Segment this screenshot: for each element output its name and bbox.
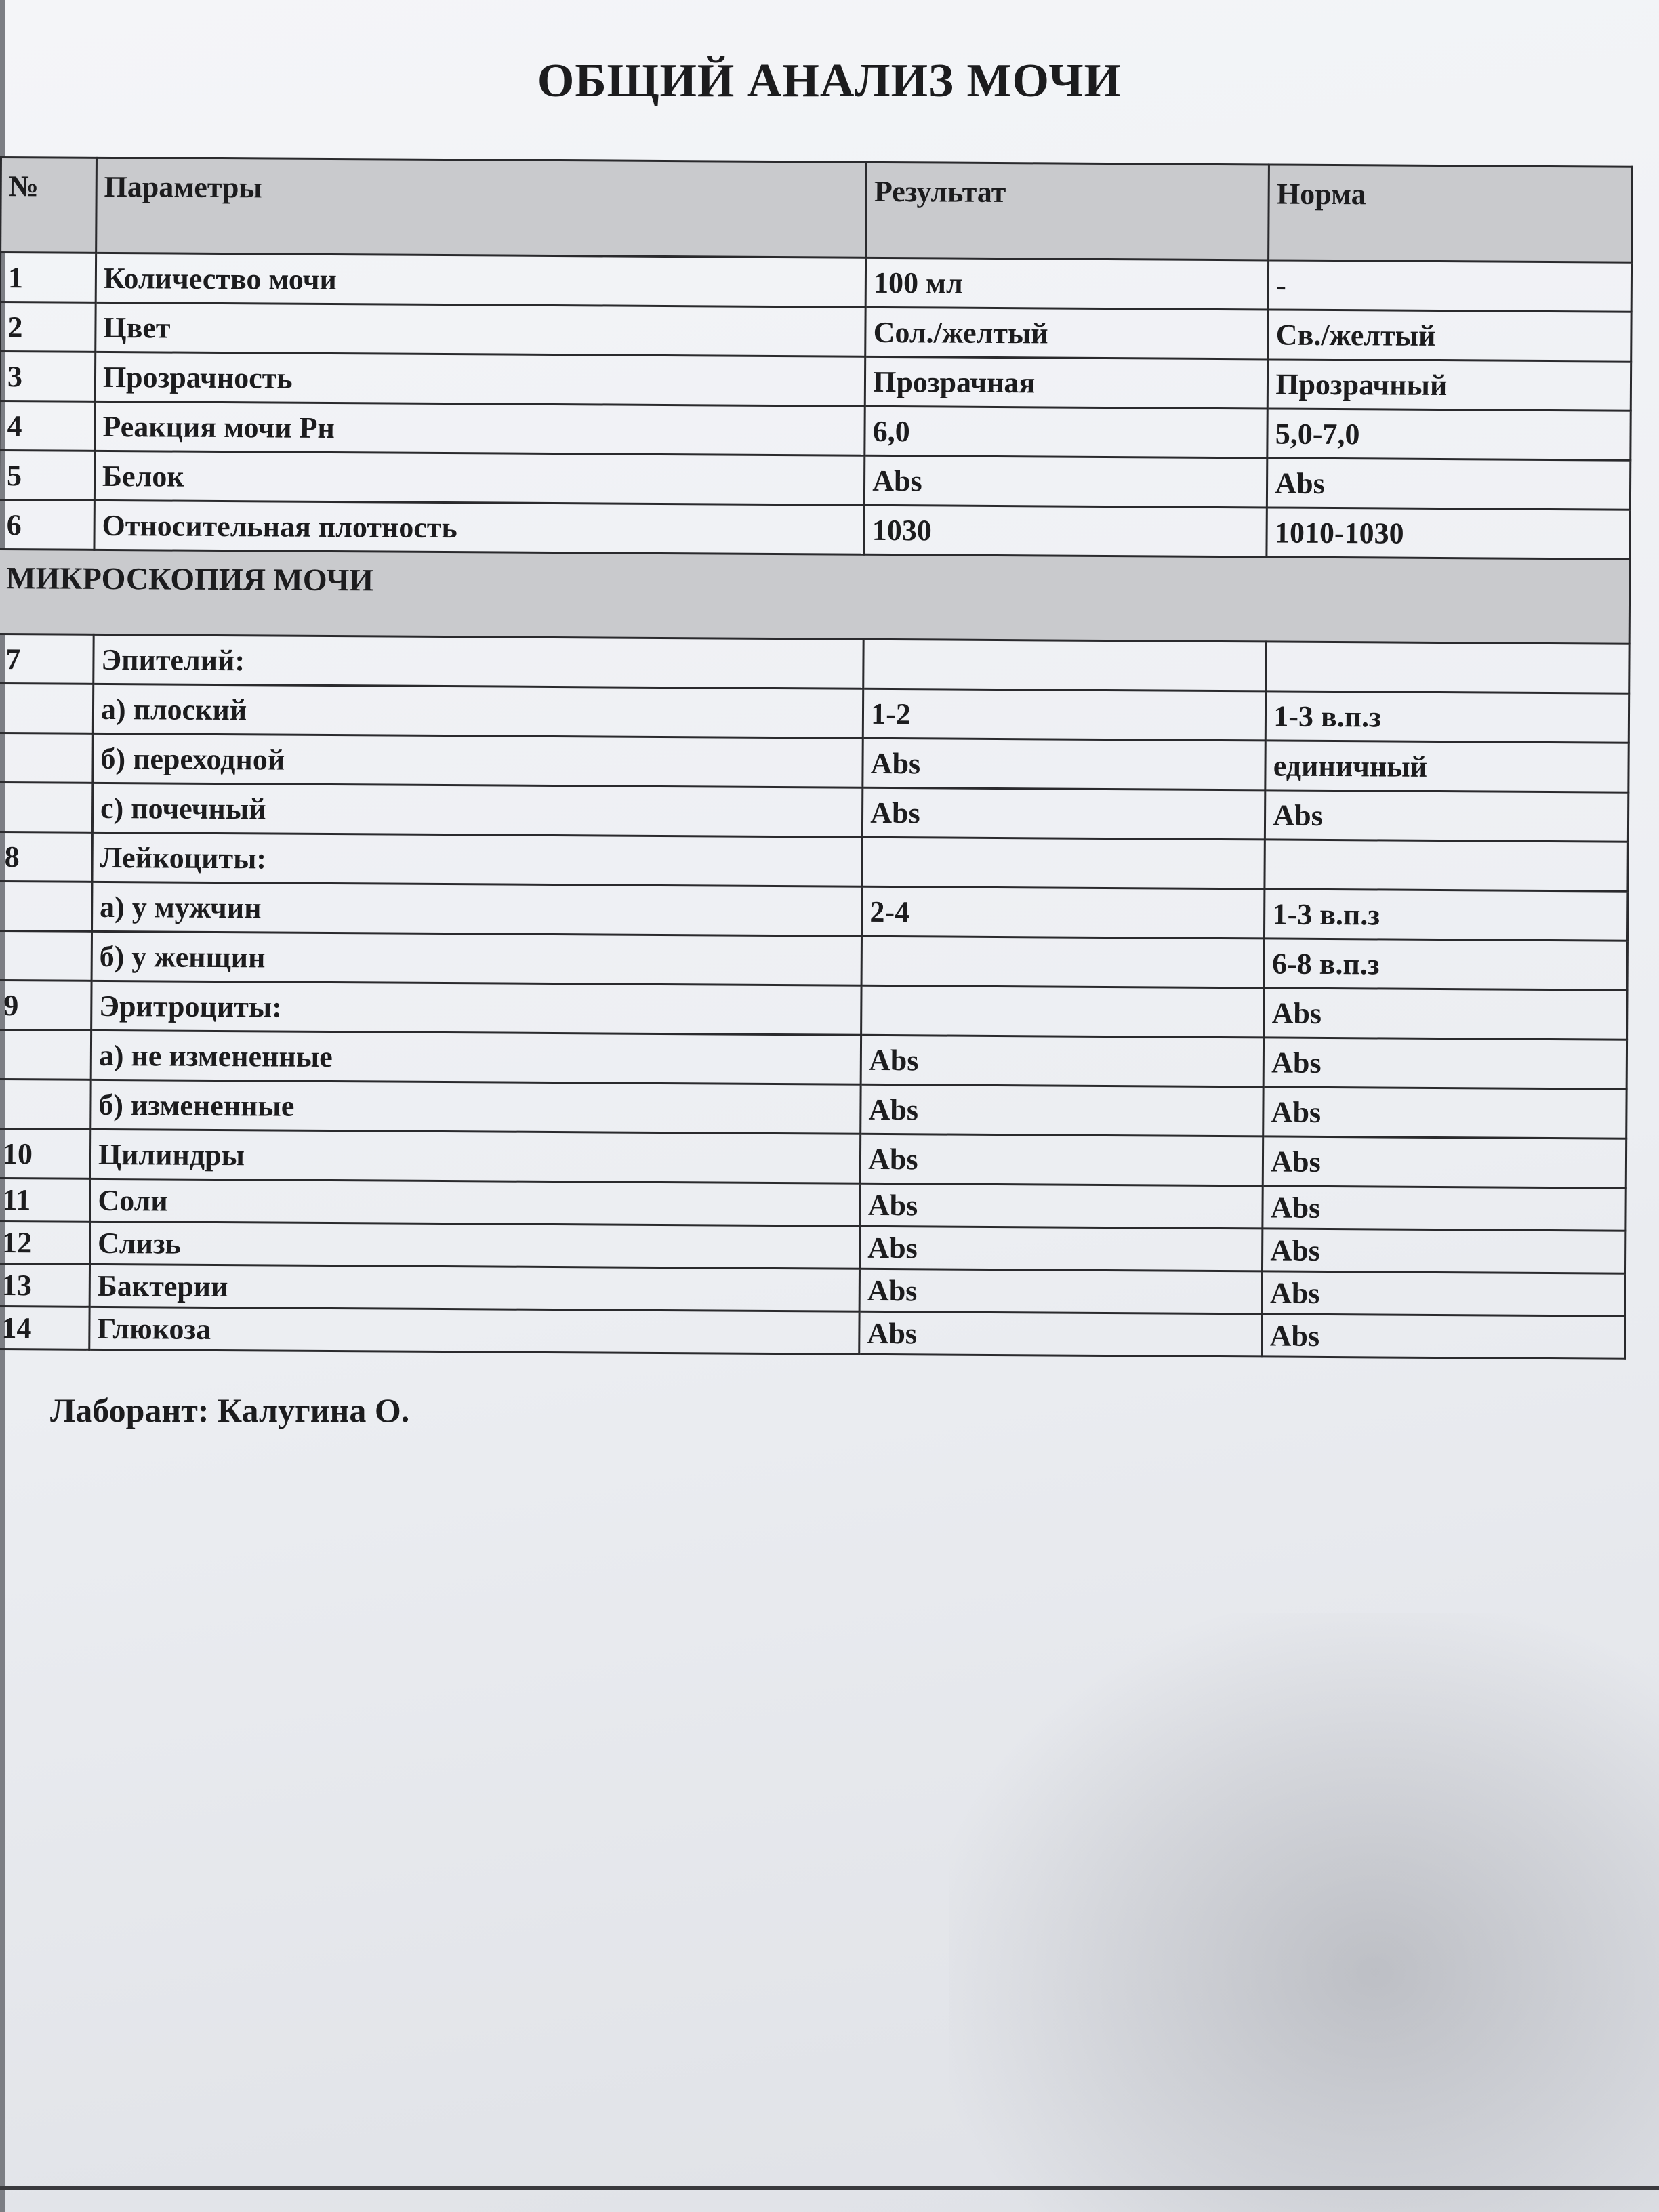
row-norm: единичный <box>1265 741 1629 792</box>
row-number <box>0 782 93 832</box>
row-result <box>861 936 1265 988</box>
row-number: 5 <box>0 451 95 501</box>
row-result: Abs <box>865 455 1268 508</box>
row-result: 2-4 <box>862 886 1265 939</box>
row-result: Abs <box>861 1084 1264 1136</box>
row-norm: 1-3 в.п.з <box>1265 889 1628 941</box>
header-num: № <box>1 157 97 253</box>
bottom-rule <box>0 2186 1659 2190</box>
header-parameters: Параметры <box>96 157 867 258</box>
row-number: 3 <box>0 352 96 402</box>
row-parameter: Эритроциты: <box>91 981 862 1035</box>
row-result <box>861 985 1265 1038</box>
table-header-row <box>1 157 1633 263</box>
row-parameter: а) у мужчин <box>91 882 862 936</box>
urinalysis-table <box>0 156 1633 1360</box>
row-number <box>0 930 91 981</box>
row-parameter: Цилиндры <box>90 1129 861 1183</box>
row-parameter: Лейкоциты: <box>92 832 863 886</box>
row-norm: - <box>1268 260 1631 312</box>
row-norm: Abs <box>1264 988 1627 1040</box>
row-parameter: с) почечный <box>92 783 863 837</box>
row-norm: Abs <box>1265 790 1629 842</box>
row-norm: 5,0-7,0 <box>1267 409 1631 460</box>
row-parameter: Бактерии <box>89 1264 860 1311</box>
row-parameter: Прозрачность <box>95 352 865 406</box>
row-norm: 6-8 в.п.з <box>1264 939 1627 990</box>
row-number: 11 <box>0 1178 90 1221</box>
row-number: 9 <box>0 980 91 1030</box>
header-norm: Норма <box>1269 165 1633 262</box>
row-parameter: Эпителий: <box>94 634 864 689</box>
row-number: 14 <box>0 1306 89 1349</box>
row-parameter: а) плоский <box>93 684 863 738</box>
row-norm <box>1265 840 1628 891</box>
row-number: 8 <box>0 832 92 882</box>
section-row <box>0 549 1630 644</box>
row-number: 6 <box>0 499 94 550</box>
row-result: Abs <box>859 1269 1262 1314</box>
table-row <box>0 1306 1625 1359</box>
row-result: Abs <box>860 1226 1263 1271</box>
row-norm <box>1266 642 1629 693</box>
row-result: 1030 <box>864 505 1267 557</box>
laborant-signature-line: Лаборант: Калугина О. <box>50 1391 410 1429</box>
row-result: Прозрачная <box>865 356 1268 409</box>
row-parameter: а) не измененные <box>91 1030 861 1084</box>
row-parameter: Цвет <box>96 302 866 356</box>
row-result <box>863 639 1267 691</box>
row-norm: Abs <box>1262 1314 1625 1359</box>
row-number: 12 <box>0 1221 90 1264</box>
row-number <box>0 683 94 733</box>
row-parameter: б) у женщин <box>91 931 862 985</box>
row-norm: Abs <box>1262 1271 1625 1316</box>
row-norm: Abs <box>1263 1186 1626 1231</box>
row-parameter: Глюкоза <box>89 1307 860 1354</box>
row-number: 10 <box>0 1128 91 1179</box>
row-number <box>0 733 93 783</box>
row-norm: 1010-1030 <box>1267 508 1630 559</box>
header-result: Результат <box>866 162 1269 260</box>
row-parameter: Соли <box>90 1179 861 1226</box>
row-norm: Abs <box>1263 1087 1626 1139</box>
row-parameter: Слизь <box>89 1221 860 1269</box>
row-norm: Abs <box>1263 1136 1626 1188</box>
row-norm: 1-3 в.п.з <box>1266 691 1629 743</box>
page-title: ОБЩИЙ АНАЛИЗ МОЧИ <box>537 55 1122 107</box>
row-norm: Abs <box>1267 458 1631 510</box>
row-result: Abs <box>860 1183 1263 1229</box>
row-number <box>0 1029 91 1080</box>
row-norm: Abs <box>1263 1038 1626 1089</box>
row-parameter: б) измененные <box>91 1080 861 1134</box>
row-parameter: Относительная плотность <box>94 500 865 554</box>
row-result: Abs <box>860 1134 1263 1186</box>
row-norm: Св./желтый <box>1268 310 1631 361</box>
row-number: 1 <box>0 253 96 303</box>
row-parameter: Количество мочи <box>96 253 866 307</box>
row-result: 1-2 <box>863 689 1266 741</box>
row-number: 7 <box>0 634 94 684</box>
row-number: 13 <box>0 1263 89 1307</box>
row-result: 6,0 <box>865 406 1268 458</box>
row-result: Abs <box>859 1311 1262 1357</box>
row-result <box>862 837 1265 889</box>
row-result: Сол./желтый <box>865 307 1269 359</box>
hand-shadow <box>949 1613 1659 2212</box>
row-number <box>0 1079 91 1129</box>
row-parameter: б) переходной <box>93 733 863 787</box>
row-result: 100 мл <box>865 258 1269 310</box>
row-number: 2 <box>0 302 96 352</box>
row-number <box>0 881 92 931</box>
row-result: Abs <box>863 787 1266 840</box>
row-result: Abs <box>863 738 1266 790</box>
row-parameter: Белок <box>94 451 865 505</box>
row-parameter: Реакция мочи Рн <box>95 401 865 455</box>
row-number: 4 <box>0 401 95 451</box>
section-title: МИКРОСКОПИЯ МОЧИ <box>0 549 1630 644</box>
row-norm: Abs <box>1263 1229 1626 1273</box>
row-norm: Прозрачный <box>1268 359 1631 411</box>
row-result: Abs <box>861 1035 1264 1087</box>
